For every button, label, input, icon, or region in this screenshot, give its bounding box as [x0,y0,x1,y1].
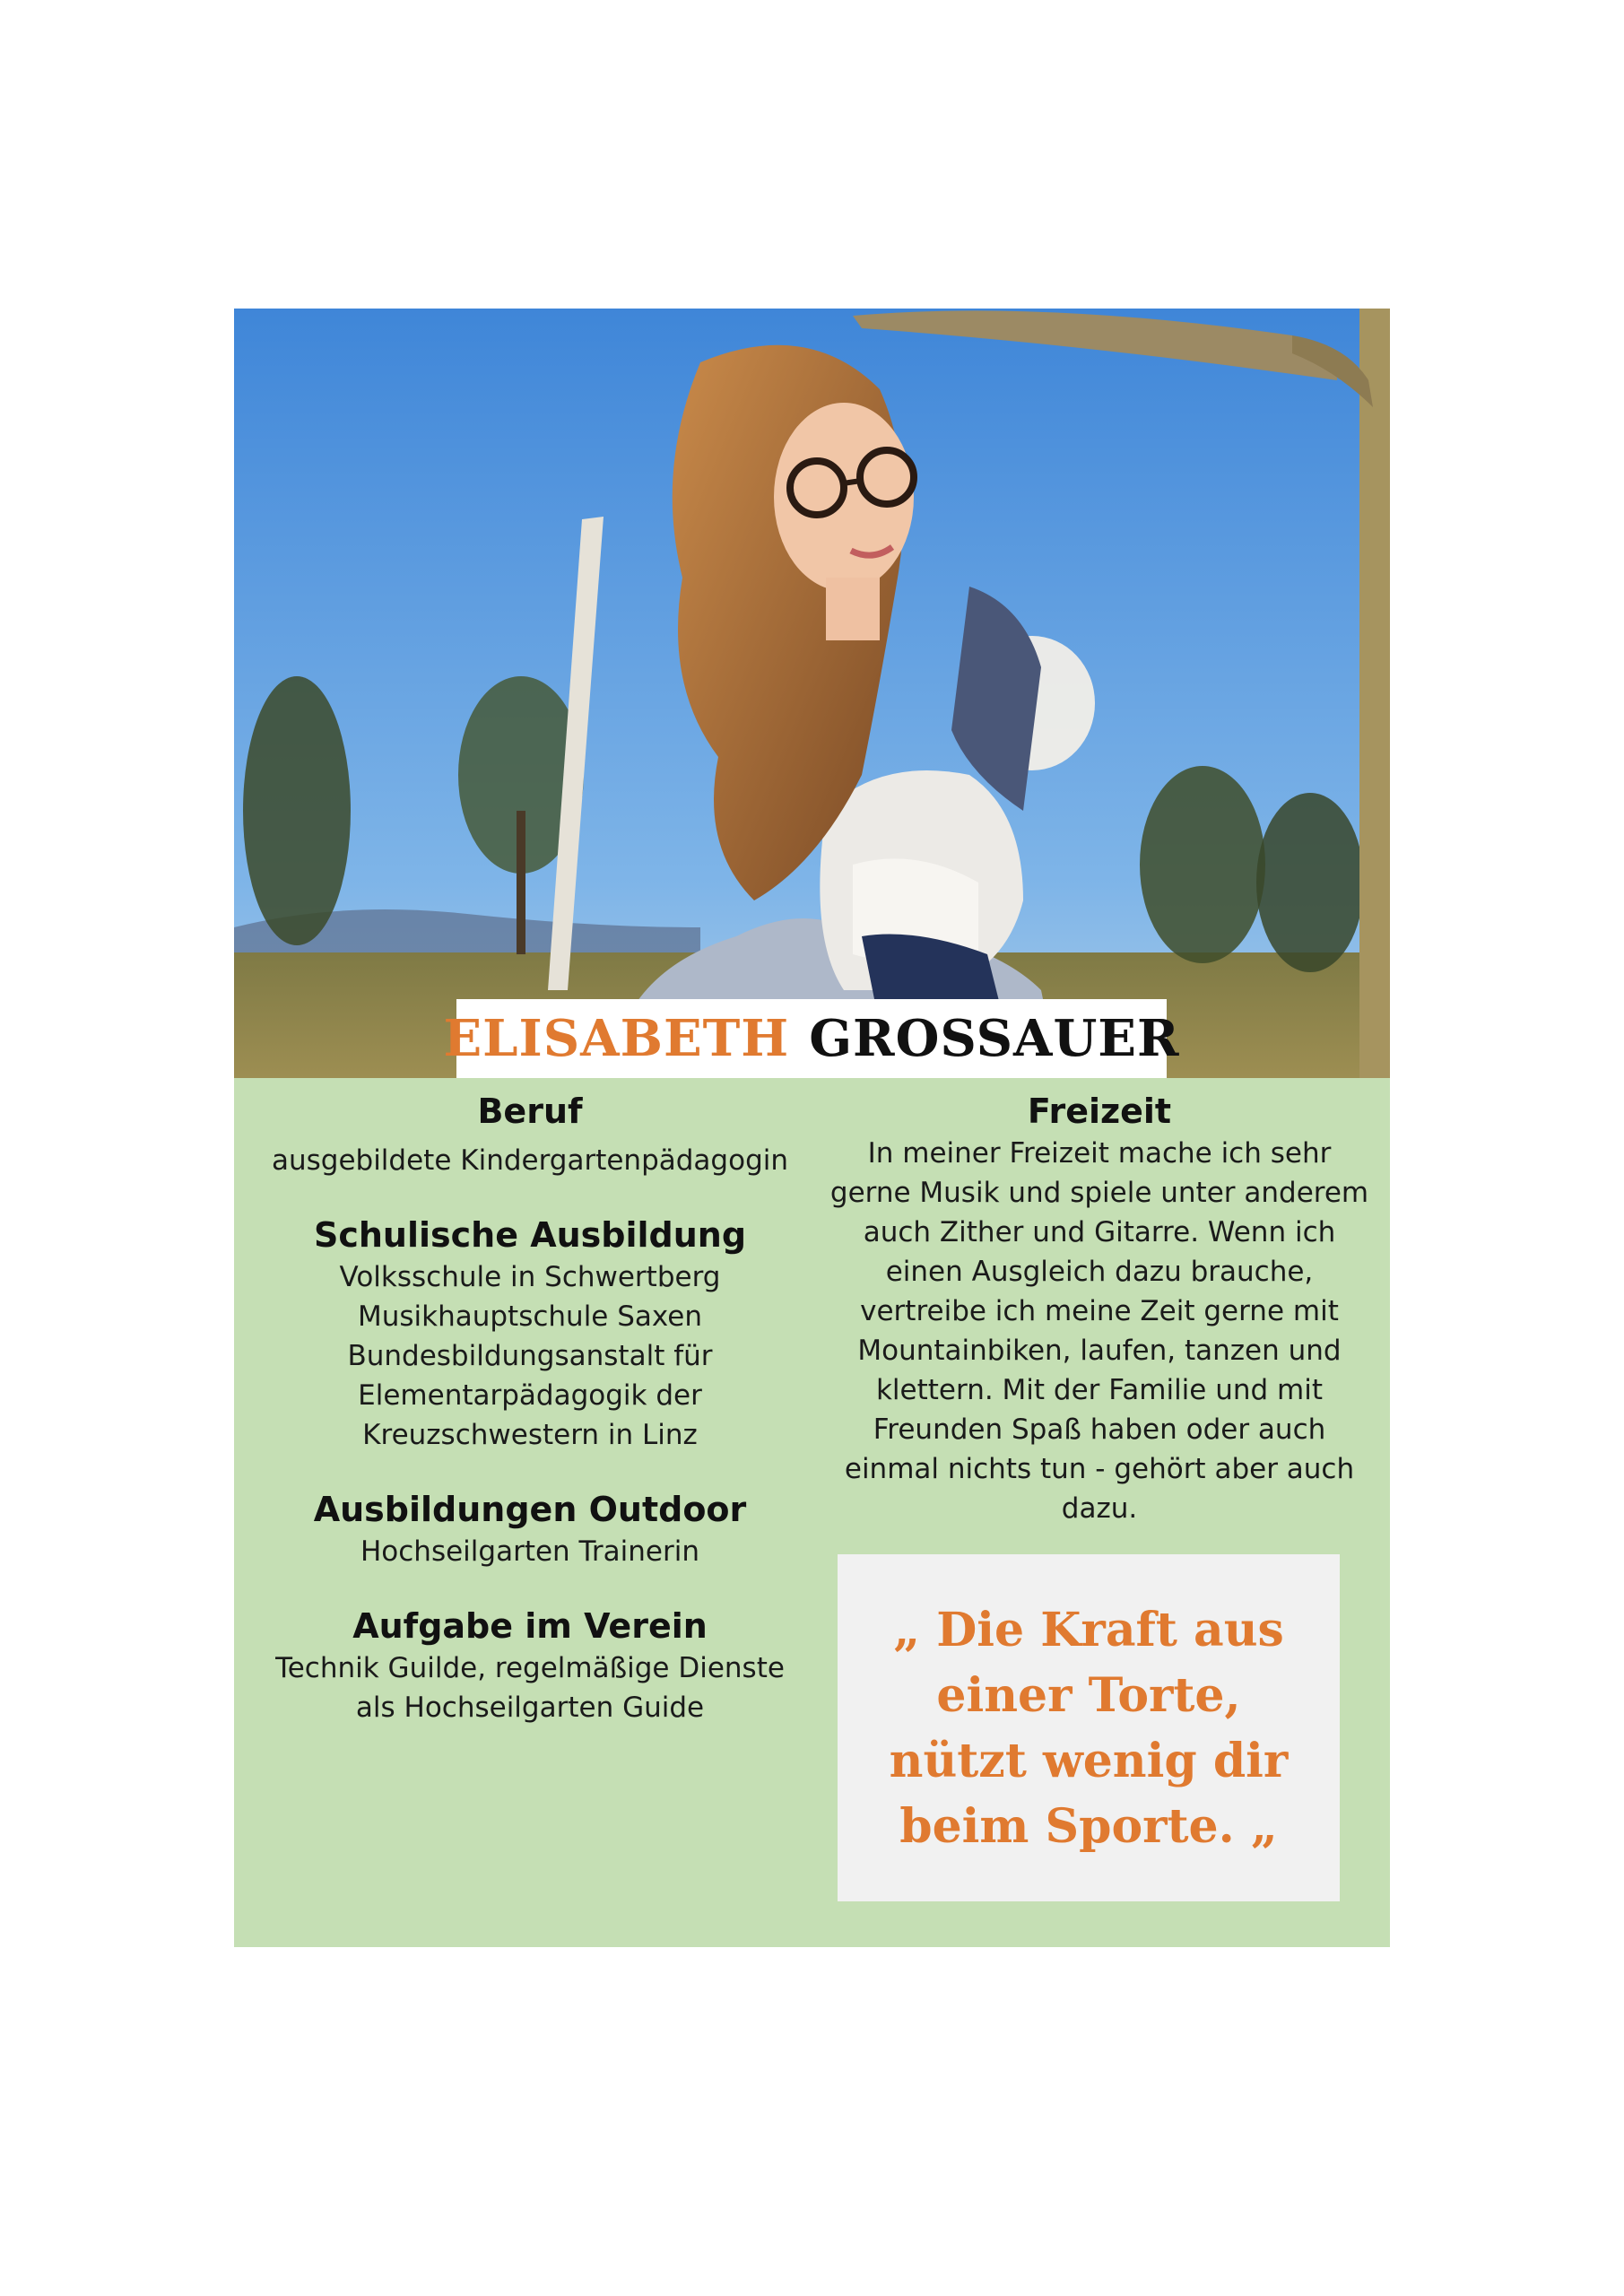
beruf-text: ausgebildete Kindergartenpädagogin [271,1144,789,1177]
schule-line: Volksschule in Schwertberg [339,1261,721,1293]
quote-line: beim Sporte. „ [899,1798,1278,1854]
portrait-illustration [234,309,1390,1078]
freizeit-line: vertreibe ich meine Zeit gerne mit [860,1295,1339,1327]
freizeit-line: Mountainbiken, laufen, tanzen und [857,1335,1342,1367]
schule-line: Bundesbildungsanstalt für [347,1340,713,1372]
aufgabe-line: als Hochseilgarten Guide [355,1692,705,1724]
left-column [252,1089,808,1727]
freizeit-line: In meiner Freizeit mache ich sehr [867,1137,1332,1170]
aufgabe-heading: Aufgabe im Verein [352,1606,708,1646]
freizeit-line: auch Zither und Gitarre. Wenn ich [863,1216,1336,1248]
portrait-photo [234,309,1390,1078]
aufgabe-line: Technik Guilde, regelmäßige Dienste [275,1652,785,1684]
beruf-heading: Beruf [477,1091,583,1131]
first-name: ELISABETH [443,1009,790,1068]
last-name: GROSSAUER [809,1009,1180,1068]
freizeit-heading: Freizeit [1027,1091,1172,1131]
quote-line: einer Torte, [936,1667,1241,1723]
name-banner [443,999,1180,1078]
schule-heading: Schulische Ausbildung [313,1215,747,1255]
quote-text [855,1597,1322,1859]
freizeit-line: Freunden Spaß haben oder auch [873,1413,1326,1446]
schule-line: Musikhauptschule Saxen [357,1300,703,1333]
freizeit-line: gerne Musik und spiele unter anderem [829,1177,1369,1209]
freizeit-line: dazu. [1061,1492,1138,1525]
profile-card [234,309,1390,1947]
quote-box [838,1554,1340,1901]
quote-line: „ Die Kraft aus [893,1602,1284,1657]
right-column [821,1089,1377,1528]
outdoor-text: Hochseilgarten Trainerin [360,1535,700,1568]
quote-line: nützt wenig dir [889,1733,1289,1788]
schule-line: Kreuzschwestern in Linz [362,1419,698,1451]
schule-line: Elementarpädagogik der [358,1379,702,1412]
freizeit-line: einmal nichts tun - gehört aber auch [844,1453,1355,1485]
freizeit-line: klettern. Mit der Familie und mit [875,1374,1324,1406]
freizeit-line: einen Ausgleich dazu brauche, [885,1256,1314,1288]
outdoor-heading: Ausbildungen Outdoor [313,1490,747,1529]
